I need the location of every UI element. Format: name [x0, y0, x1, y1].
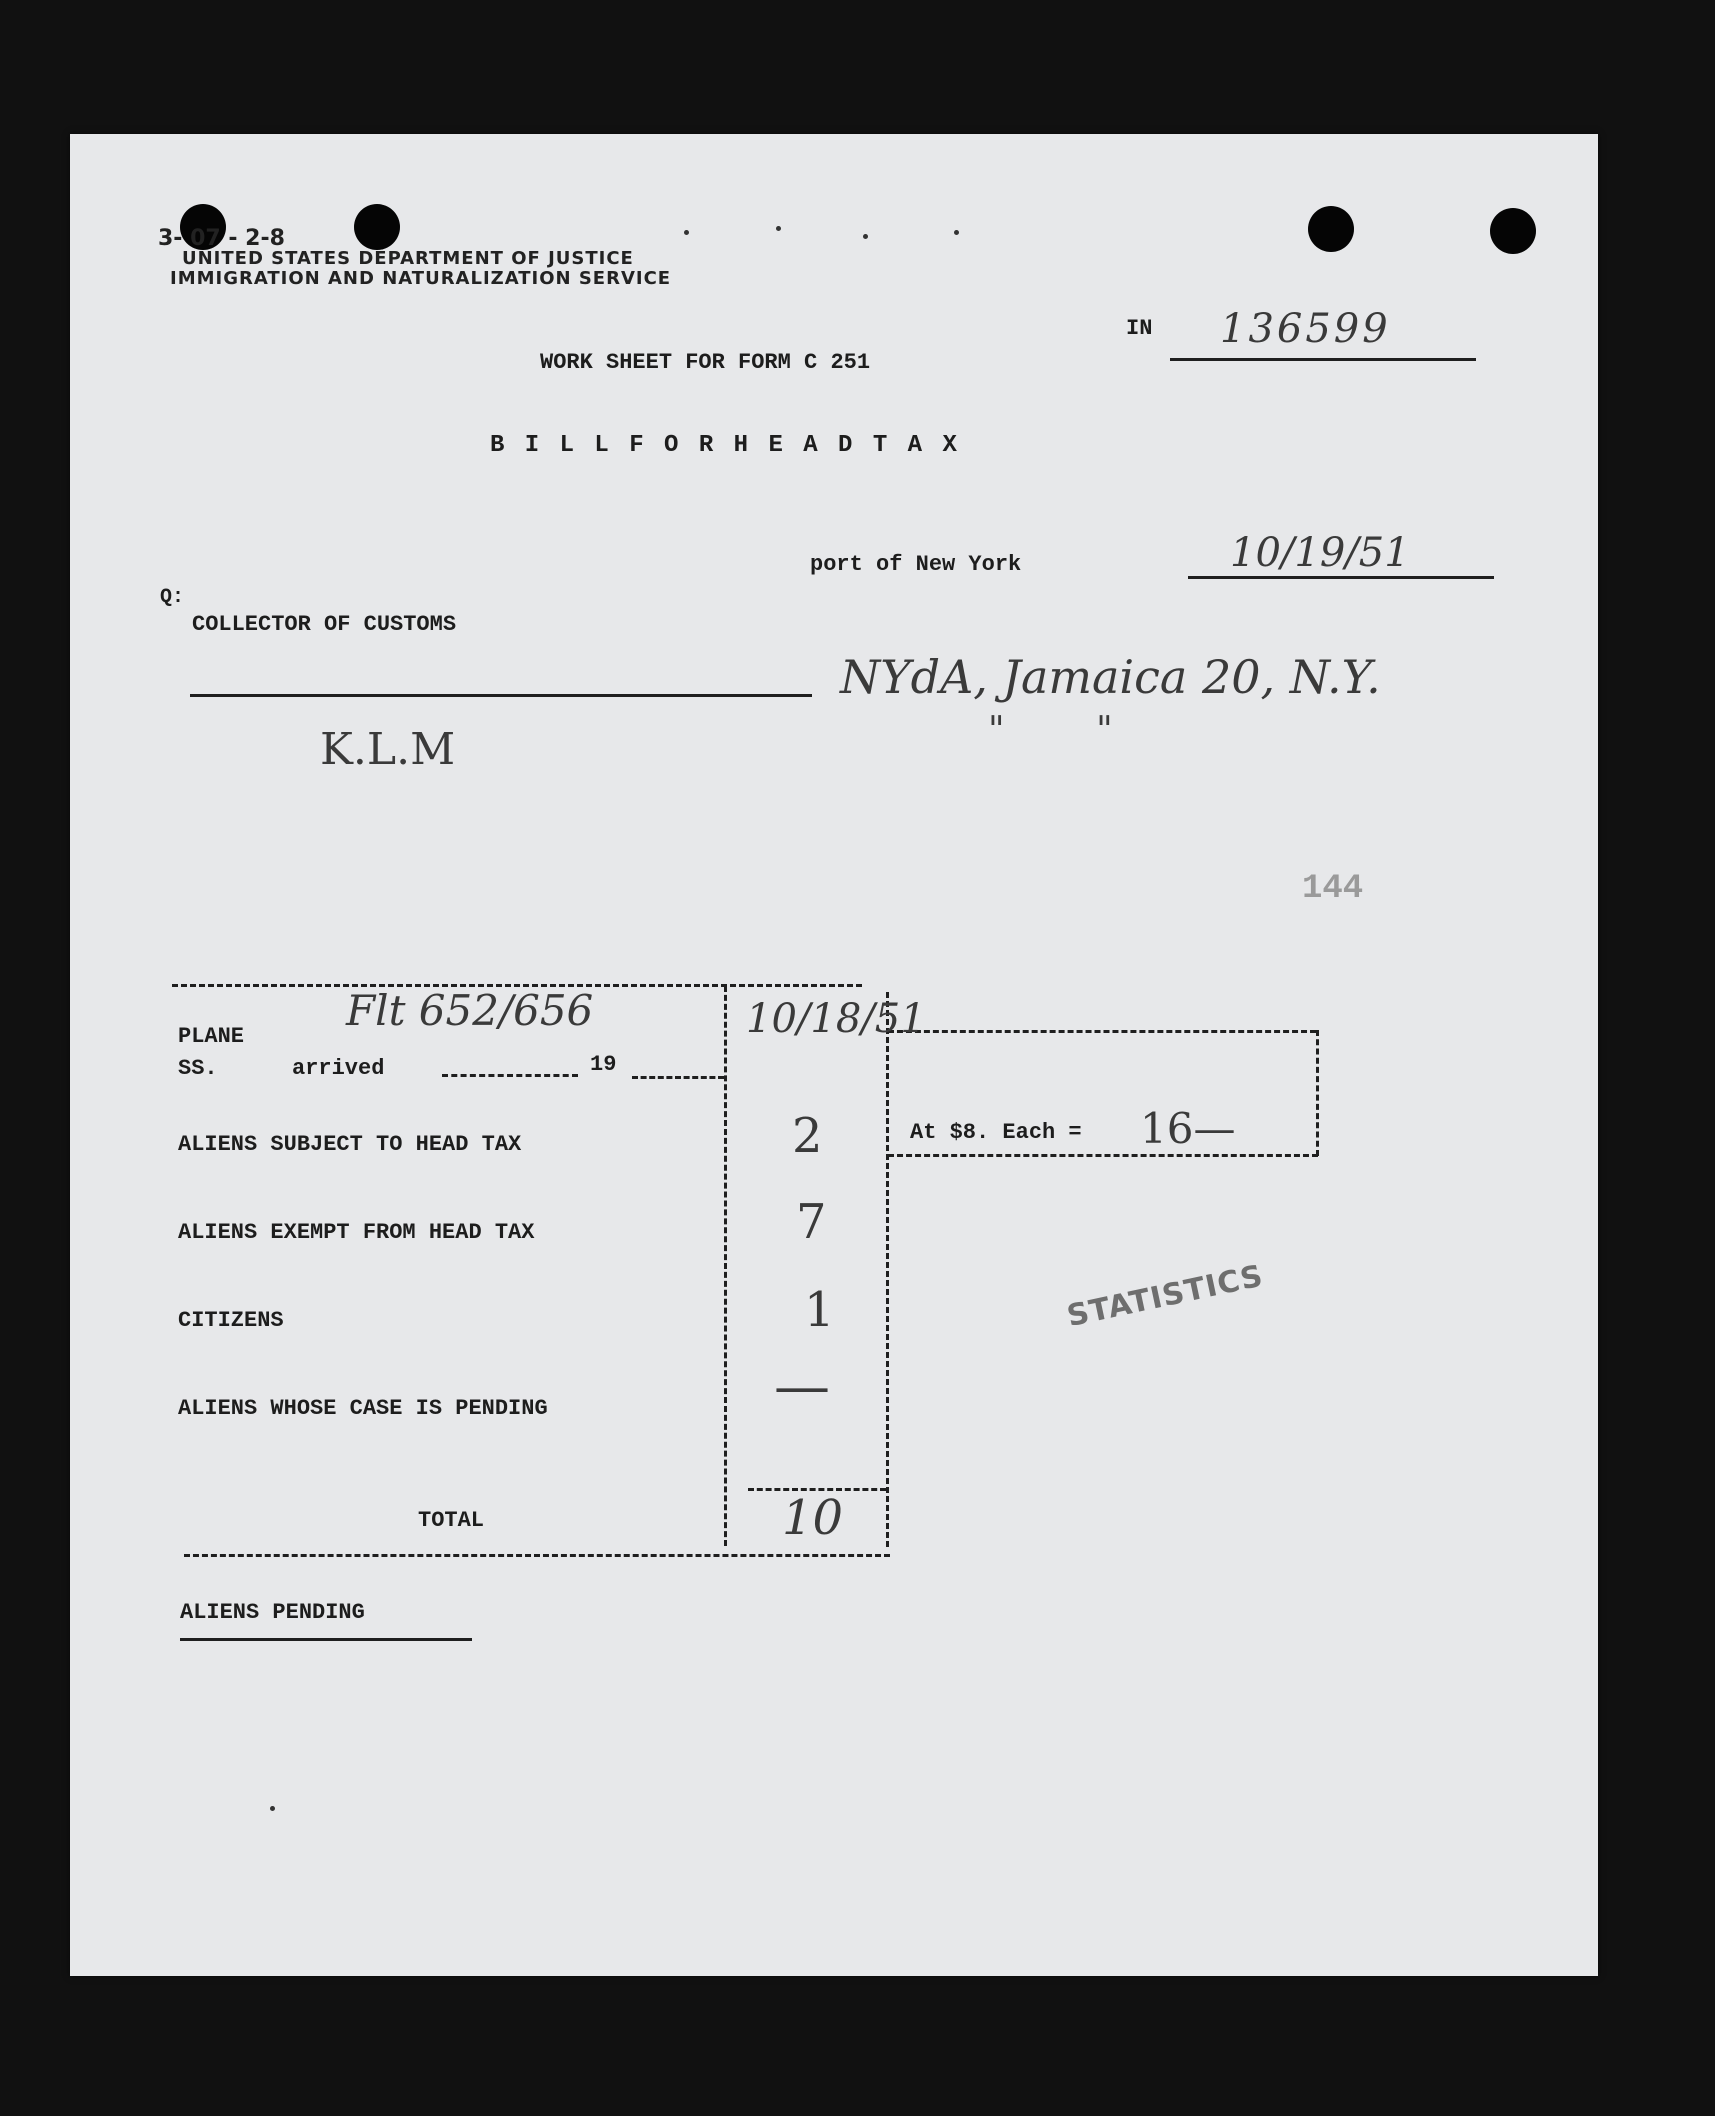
flight-number: Flt 652/656 — [346, 986, 594, 1035]
row-value-subject: 2 — [792, 1108, 823, 1164]
punch-hole-left-2 — [354, 204, 400, 250]
speck — [863, 234, 868, 239]
row-value-pending: — — [774, 1354, 830, 1419]
in-label: IN — [1126, 316, 1153, 341]
statistics-stamp: STATISTICS — [1064, 1258, 1267, 1335]
speck — [776, 226, 781, 231]
table-divider-right — [886, 992, 889, 1547]
row-value-exempt: 7 — [796, 1194, 827, 1250]
worksheet-page — [70, 134, 1598, 1976]
speck — [684, 230, 689, 235]
year-prefix: 19 — [590, 1052, 617, 1077]
arrival-date: 10/18/51 — [746, 996, 926, 1042]
bill-title: B I L L F O R H E A D T A X — [490, 432, 960, 459]
bill-date: 10/19/51 — [1230, 530, 1410, 576]
year-blank — [632, 1076, 724, 1079]
rate-amount: 16— — [1140, 1104, 1236, 1153]
form-number: 3- 07 - 2-8 — [158, 226, 285, 251]
row-label-exempt: ALIENS EXEMPT FROM HEAD TAX — [178, 1220, 535, 1245]
row-label-pending: ALIENS WHOSE CASE IS PENDING — [178, 1396, 548, 1421]
punch-hole-right-2 — [1490, 208, 1536, 254]
row-label-subject: ALIENS SUBJECT TO HEAD TAX — [178, 1132, 522, 1157]
plane-label: PLANE — [178, 1024, 245, 1049]
stamp-number: 144 — [1302, 870, 1364, 908]
row-value-citizens: 1 — [804, 1282, 835, 1338]
total-value: 10 — [782, 1490, 844, 1546]
ditto-marks: " " — [988, 710, 1113, 751]
row-label-citizens: CITIZENS — [178, 1308, 284, 1333]
arrived-label: arrived — [292, 1056, 385, 1081]
to-mark: Q: — [160, 586, 185, 609]
in-number-underline — [1170, 358, 1476, 361]
rate-box-right — [1316, 1030, 1319, 1156]
worksheet-title: WORK SHEET FOR FORM C 251 — [540, 350, 871, 375]
table-divider-left — [724, 986, 727, 1546]
punch-hole-right-1 — [1308, 206, 1354, 252]
aliens-pending-underline — [180, 1638, 472, 1641]
addressee: COLLECTOR OF CUSTOMS — [192, 612, 457, 637]
rate-box-top — [888, 1030, 1316, 1033]
table-bottom-rule — [184, 1554, 890, 1557]
service-name: IMMIGRATION AND NATURALIZATION SERVICE — [170, 268, 672, 289]
addressee-underline — [190, 694, 812, 697]
rate-label: At $8. Each = — [910, 1120, 1082, 1145]
rate-box-bottom — [888, 1154, 1318, 1157]
date-underline — [1188, 576, 1494, 579]
total-label: TOTAL — [418, 1508, 485, 1533]
aliens-pending-label: ALIENS PENDING — [180, 1600, 365, 1625]
department-name: UNITED STATES DEPARTMENT OF JUSTICE — [182, 248, 634, 269]
in-number: 136599 — [1220, 306, 1391, 352]
carrier-code: K.L.M — [320, 724, 456, 775]
arrived-blank — [442, 1074, 578, 1077]
port-label: port of New York — [810, 552, 1022, 577]
speck — [954, 230, 959, 235]
handwritten-location: NYdA, Jamaica 20, N.Y. — [840, 650, 1381, 704]
speck — [270, 1806, 275, 1811]
ss-label: SS. — [178, 1056, 218, 1081]
